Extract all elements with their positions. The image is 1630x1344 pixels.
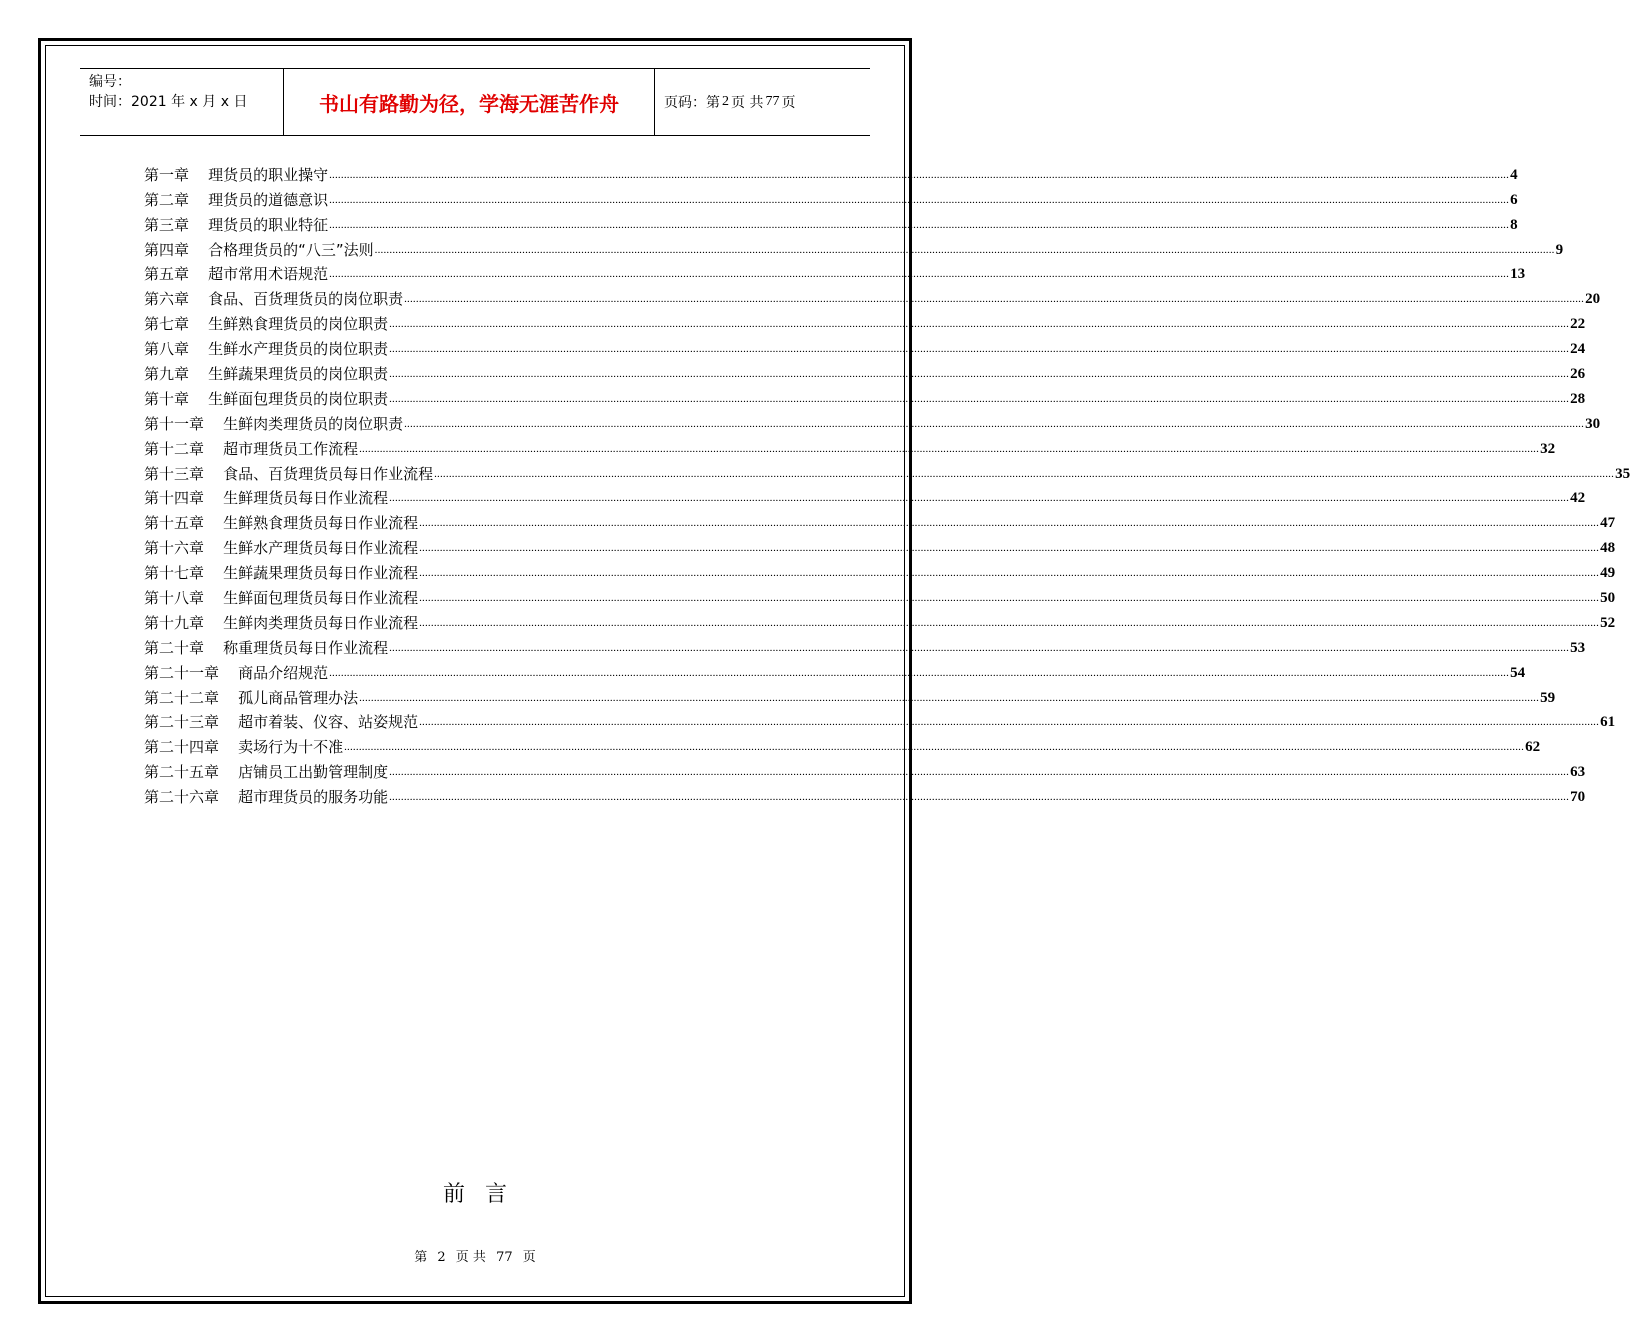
footer-prefix: 第 [414,1250,428,1265]
toc-dot-leader: ................................................................................................................................................................................................................................................................................................................................................................................................................ [389,791,1570,804]
toc-entry-page: 49 [1600,565,1616,582]
toc-entry-page: 30 [1585,415,1601,432]
toc-dot-leader: ................................................................................................................................................................................................................................................................................................................................................................................................................ [389,641,1570,654]
toc-entry-page: 54 [1510,664,1526,681]
toc-entry[interactable] [144,608,1616,633]
toc-entry[interactable] [144,633,1586,658]
toc-entry-page: 13 [1510,266,1526,283]
toc-entry-title: 第二十四章 卖场行为十不准 [144,738,344,757]
toc-entry-page: 59 [1540,689,1556,706]
toc-entry-title: 第二十章 称重理货员每日作业流程 [144,638,389,657]
toc-dot-leader: ................................................................................................................................................................................................................................................................................................................................................................................................................ [389,343,1570,356]
toc-entry[interactable] [144,185,1518,210]
footer-total: 77 [496,1250,513,1265]
page-unit-end: 页 [781,95,796,111]
toc-entry[interactable] [144,658,1526,683]
toc-dot-leader: ................................................................................................................................................................................................................................................................................................................................................................................................................ [419,716,1600,729]
toc-entry-page: 70 [1570,789,1586,806]
toc-entry-page: 22 [1570,316,1586,333]
toc-dot-leader: ................................................................................................................................................................................................................................................................................................................................................................................................................ [419,592,1600,605]
toc-dot-leader: ................................................................................................................................................................................................................................................................................................................................................................................................................ [389,392,1570,405]
toc-dot-leader: ................................................................................................................................................................................................................................................................................................................................................................................................................ [359,691,1540,704]
toc-entry-title: 第二十五章 店铺员工出勤管理制度 [144,763,389,782]
toc-entry[interactable] [144,409,1601,434]
footer-middle: 页 共 [455,1250,486,1265]
toc-entry[interactable] [144,235,1564,260]
page-label: 页码：第 [664,95,720,111]
toc-entry[interactable] [144,434,1556,459]
toc-entry[interactable] [144,459,1630,484]
toc-dot-leader: ................................................................................................................................................................................................................................................................................................................................................................................................................ [434,467,1615,480]
footer-current: 2 [437,1250,446,1265]
footer-suffix: 页 [522,1250,536,1265]
toc-entry-title: 第十七章 生鲜蔬果理货员每日作业流程 [144,564,419,583]
page-current: 2 [722,94,729,109]
header-meta [80,69,283,135]
table-of-contents [144,160,1630,807]
document-header [80,68,870,136]
toc-entry[interactable] [144,284,1601,309]
toc-entry[interactable] [144,708,1616,733]
toc-dot-leader: ................................................................................................................................................................................................................................................................................................................................................................................................................ [404,417,1585,430]
toc-entry[interactable] [144,683,1556,708]
toc-entry-title: 第二十六章 超市理货员的服务功能 [144,788,389,807]
toc-entry[interactable] [144,782,1586,807]
toc-entry-page: 35 [1615,465,1630,482]
toc-entry-page: 48 [1600,540,1616,557]
toc-entry-title: 第二十三章 超市着装、仪容、站姿规范 [144,713,419,732]
toc-entry-title: 第五章 超市常用术语规范 [144,265,329,284]
toc-entry[interactable] [144,508,1616,533]
toc-entry-page: 42 [1570,490,1586,507]
toc-dot-leader: ................................................................................................................................................................................................................................................................................................................................................................................................................ [344,741,1525,754]
toc-entry-title: 第二十二章 孤儿商品管理办法 [144,688,359,707]
toc-entry-title: 第九章 生鲜蔬果理货员的岗位职责 [144,365,389,384]
toc-entry[interactable] [144,160,1518,185]
toc-entry[interactable] [144,359,1586,384]
toc-entry-title: 第十八章 生鲜面包理货员每日作业流程 [144,589,419,608]
toc-dot-leader: ................................................................................................................................................................................................................................................................................................................................................................................................................ [419,517,1600,530]
toc-entry-title: 第十九章 生鲜肉类理货员每日作业流程 [144,613,419,632]
toc-dot-leader: ................................................................................................................................................................................................................................................................................................................................................................................................................ [374,243,1555,256]
toc-dot-leader: ................................................................................................................................................................................................................................................................................................................................................................................................................ [329,666,1510,679]
page-footer [0,1246,950,1265]
page-unit: 页 共 [731,95,764,111]
toc-entry[interactable] [144,757,1586,782]
code-label: 编号： [89,74,131,90]
toc-entry[interactable] [144,558,1616,583]
toc-dot-leader: ................................................................................................................................................................................................................................................................................................................................................................................................................ [329,268,1510,281]
toc-entry-title: 第二章 理货员的道德意识 [144,190,329,209]
toc-entry-title: 第七章 生鲜熟食理货员的岗位职责 [144,315,389,334]
toc-entry-title: 第十二章 超市理货员工作流程 [144,439,359,458]
toc-entry[interactable] [144,583,1616,608]
toc-entry[interactable] [144,484,1586,509]
toc-dot-leader: ................................................................................................................................................................................................................................................................................................................................................................................................................ [329,168,1510,181]
toc-dot-leader: ................................................................................................................................................................................................................................................................................................................................................................................................................ [419,567,1600,580]
toc-dot-leader: ................................................................................................................................................................................................................................................................................................................................................................................................................ [329,218,1510,231]
toc-entry-page: 28 [1570,390,1586,407]
toc-dot-leader: ................................................................................................................................................................................................................................................................................................................................................................................................................ [389,368,1570,381]
toc-dot-leader: ................................................................................................................................................................................................................................................................................................................................................................................................................ [404,293,1585,306]
toc-dot-leader: ................................................................................................................................................................................................................................................................................................................................................................................................................ [389,766,1570,779]
toc-entry-title: 第八章 生鲜水产理货员的岗位职责 [144,340,389,359]
toc-entry-page: 47 [1600,515,1616,532]
preface-title: 前言 [442,1182,527,1207]
toc-dot-leader: ................................................................................................................................................................................................................................................................................................................................................................................................................ [329,193,1510,206]
toc-entry-page: 32 [1540,440,1556,457]
header-motto: 书山有路勤为径，学海无涯苦作舟 [283,69,655,135]
toc-entry[interactable] [144,210,1518,235]
toc-entry-title: 第十一章 生鲜肉类理货员的岗位职责 [144,414,404,433]
toc-dot-leader: ................................................................................................................................................................................................................................................................................................................................................................................................................ [359,442,1540,455]
toc-entry-title: 第四章 合格理货员的“八三”法则 [144,240,374,259]
toc-entry-title: 第十三章 食品、百货理货员每日作业流程 [144,464,434,483]
toc-entry[interactable] [144,309,1586,334]
toc-entry-page: 6 [1510,191,1518,208]
toc-dot-leader: ................................................................................................................................................................................................................................................................................................................................................................................................................ [389,318,1570,331]
toc-entry-title: 第六章 食品、百货理货员的岗位职责 [144,290,404,309]
toc-entry-page: 20 [1585,291,1601,308]
header-page-info [655,69,870,135]
toc-entry-page: 53 [1570,639,1586,656]
toc-entry-page: 62 [1525,739,1541,756]
toc-entry-title: 第十四章 生鲜理货员每日作业流程 [144,489,389,508]
toc-entry[interactable] [144,384,1586,409]
toc-dot-leader: ................................................................................................................................................................................................................................................................................................................................................................................................................ [389,492,1570,505]
toc-entry-title: 第三章 理货员的职业特征 [144,215,329,234]
toc-entry-page: 63 [1570,764,1586,781]
page-total: 77 [765,94,780,109]
toc-entry-page: 52 [1600,614,1616,631]
toc-entry-page: 61 [1600,714,1616,731]
toc-entry-title: 第二十一章 商品介绍规范 [144,663,329,682]
toc-entry[interactable] [144,732,1541,757]
toc-entry-page: 9 [1555,241,1564,258]
toc-dot-leader: ................................................................................................................................................................................................................................................................................................................................................................................................................ [419,616,1600,629]
toc-entry-title: 第一章 理货员的职业操守 [144,165,329,184]
toc-entry-page: 50 [1600,590,1616,607]
toc-entry-page: 26 [1570,366,1586,383]
toc-entry-title: 第十六章 生鲜水产理货员每日作业流程 [144,539,419,558]
toc-entry-page: 24 [1570,341,1586,358]
toc-entry[interactable] [144,260,1526,285]
toc-entry-title: 第十五章 生鲜熟食理货员每日作业流程 [144,514,419,533]
toc-entry[interactable] [144,334,1586,359]
toc-dot-leader: ................................................................................................................................................................................................................................................................................................................................................................................................................ [419,542,1600,555]
toc-entry-page: 8 [1510,216,1518,233]
time-label: 时间：2021 年 x 月 x 日 [89,94,248,110]
toc-entry[interactable] [144,533,1616,558]
toc-entry-page: 4 [1510,166,1518,183]
toc-entry-title: 第十章 生鲜面包理货员的岗位职责 [144,389,389,408]
